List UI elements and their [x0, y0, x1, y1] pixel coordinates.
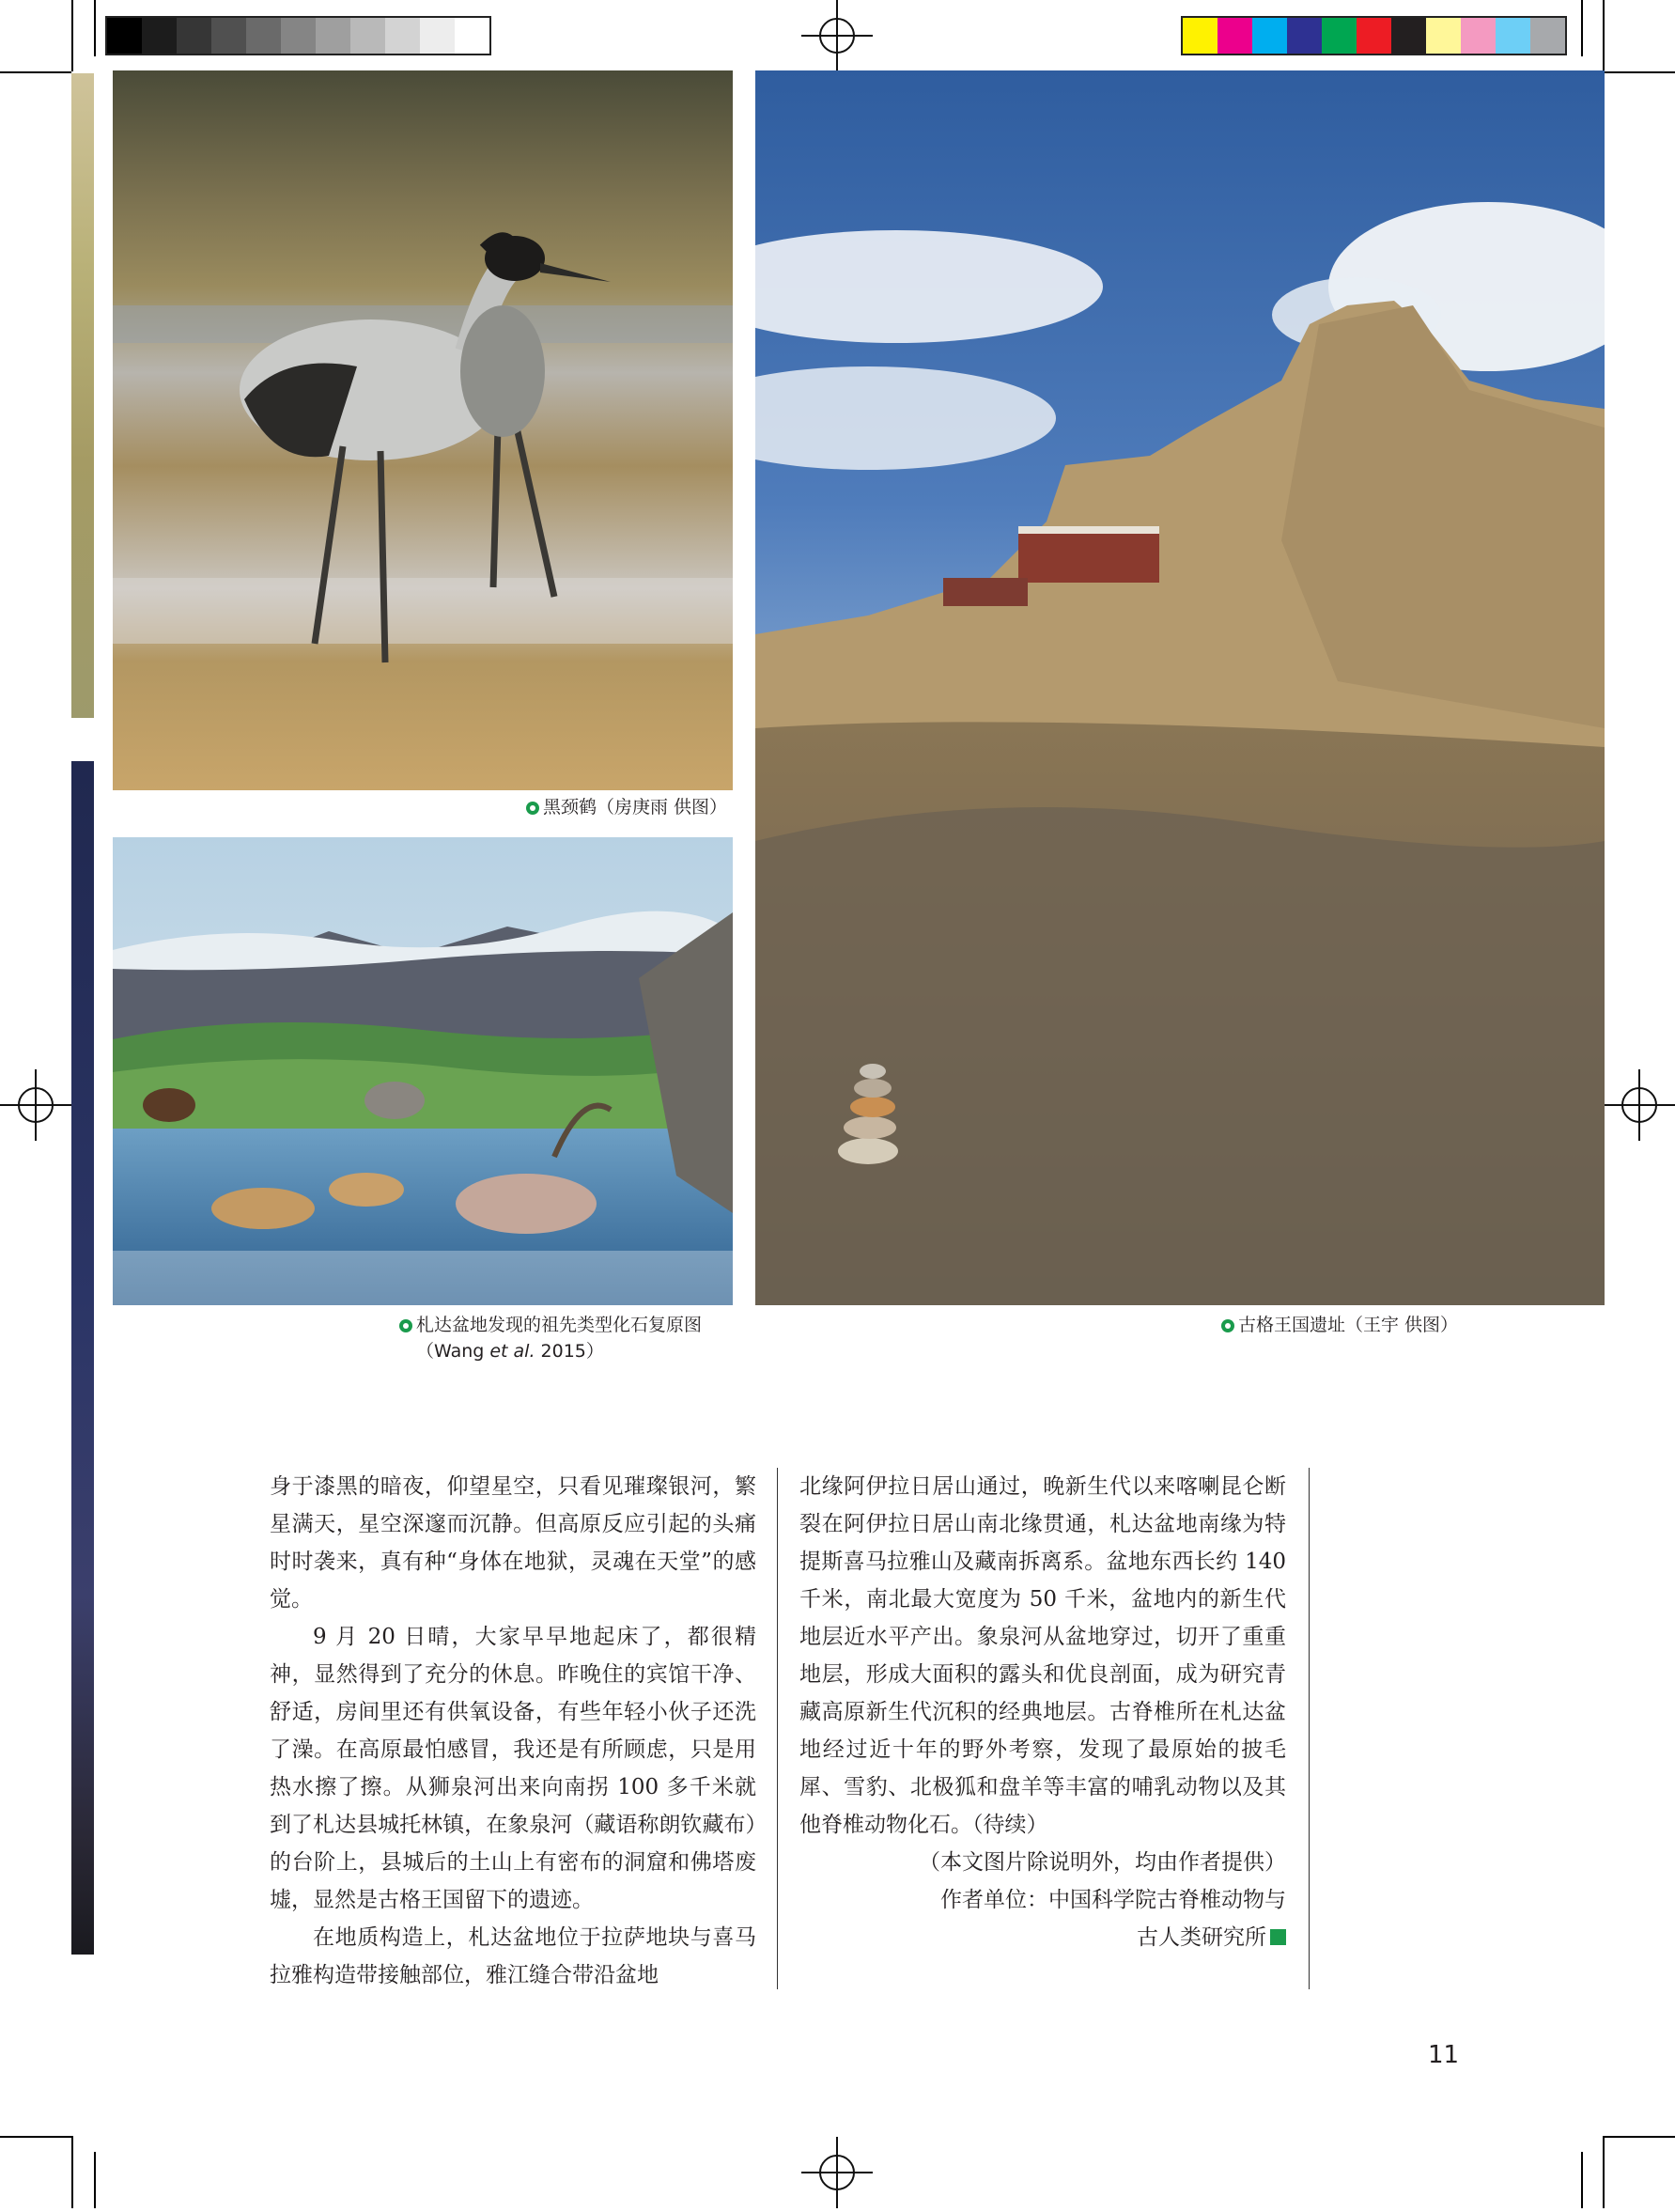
crane-photo	[113, 70, 733, 790]
photo-credit-note: （本文图片除说明外，均由作者提供）	[919, 1850, 1286, 1875]
crop-mark	[1604, 71, 1675, 73]
caption-bullet-icon	[526, 802, 539, 815]
adjacent-page-bleed	[71, 761, 94, 1955]
crop-mark	[0, 71, 71, 73]
crop-mark	[1603, 2136, 1605, 2208]
crop-mark	[94, 0, 96, 56]
guge-caption	[1221, 1312, 1559, 1338]
crop-mark	[1603, 0, 1605, 71]
crop-mark	[71, 2136, 73, 2208]
adjacent-page-bleed	[71, 73, 94, 718]
grayscale-calibration-bar	[105, 16, 491, 55]
caption-text: 札达盆地发现的祖先类型化石复原图	[416, 1315, 703, 1335]
article-column-left	[270, 1468, 756, 1994]
column-divider	[777, 1468, 778, 1989]
guge-ruins-photo	[755, 70, 1605, 1305]
registration-mark-icon	[1604, 1069, 1675, 1141]
registration-mark-icon	[801, 2137, 873, 2208]
crop-mark	[1581, 0, 1583, 56]
paragraph: 身于漆黑的暗夜，仰望星空，只看见璀璨银河，繁星满天，星空深邃而沉静。但高原反应引起的头痛时时袭来，真有种“身体在地狱，灵魂在天堂”的感觉。	[270, 1474, 756, 1612]
crop-mark	[71, 0, 73, 71]
column-divider	[1309, 1468, 1310, 1989]
end-mark-icon	[1270, 1929, 1286, 1945]
page-number: 11	[1428, 2041, 1460, 2069]
author-affiliation: 古人类研究所	[1137, 1925, 1266, 1950]
caption-citation-italic: et al.	[489, 1341, 535, 1362]
registration-mark-icon	[0, 1069, 71, 1141]
paragraph: 在地质构造上，札达盆地位于拉萨地块与喜马拉雅构造带接触部位，雅江缝合带沿盆地	[270, 1925, 756, 1987]
paragraph: 北缘阿伊拉日居山通过，晚新生代以来喀喇昆仑断裂在阿伊拉日居山南北缘贯通，札达盆地南缘为特提斯喜马拉雅山及藏南拆离系。盆地东西长约 140 千米，南北最大宽度为 50 千米，盆地内的新生代地层近水平产出。象泉河从盆地穿过，切开了重重地层，形成大面积的露头和优良剖面，成为研究青藏高原新生代沉积的经典地层。古脊椎所在札达盆地经过近十年的野外考察，发现了最原始的披毛犀、雪豹、北极狐和盘羊等丰富的哺乳动物以及其他脊椎动物化石。（待续）	[799, 1474, 1286, 1837]
author-affiliation: 作者单位：中国科学院古脊椎动物与	[940, 1888, 1286, 1912]
article-column-right	[799, 1468, 1286, 1956]
crop-mark	[94, 2152, 96, 2208]
color-calibration-bar	[1181, 16, 1567, 55]
caption-citation: （Wang	[416, 1341, 490, 1362]
fossil-caption	[399, 1312, 756, 1364]
registration-mark-icon	[801, 0, 873, 71]
crop-mark	[1604, 2136, 1675, 2138]
fossil-reconstruction-illustration	[113, 837, 733, 1305]
caption-text: 古格王国遗址（王宇 供图）	[1238, 1315, 1459, 1335]
crane-caption	[526, 794, 752, 820]
caption-text: 黑颈鹤（房庚雨 供图）	[543, 797, 728, 818]
caption-bullet-icon	[399, 1319, 412, 1332]
caption-citation-year: 2015）	[535, 1341, 604, 1362]
paragraph: 9 月 20 日晴，大家早早地起床了，都很精神，显然得到了充分的休息。昨晚住的宾馆干净、舒适，房间里还有供氧设备，有些年轻小伙子还洗了澡。在高原最怕感冒，我还是有所顾虑，只是用热水擦了擦。从狮泉河出来向南拐 100 多千米就到了札达县城托林镇，在象泉河（藏语称朗钦藏布）的台阶上，县城后的土山上有密布的洞窟和佛塔废墟，显然是古格王国留下的遗迹。	[270, 1625, 756, 1912]
crop-mark	[1581, 2152, 1583, 2208]
caption-bullet-icon	[1221, 1319, 1234, 1332]
crop-mark	[0, 2136, 71, 2138]
